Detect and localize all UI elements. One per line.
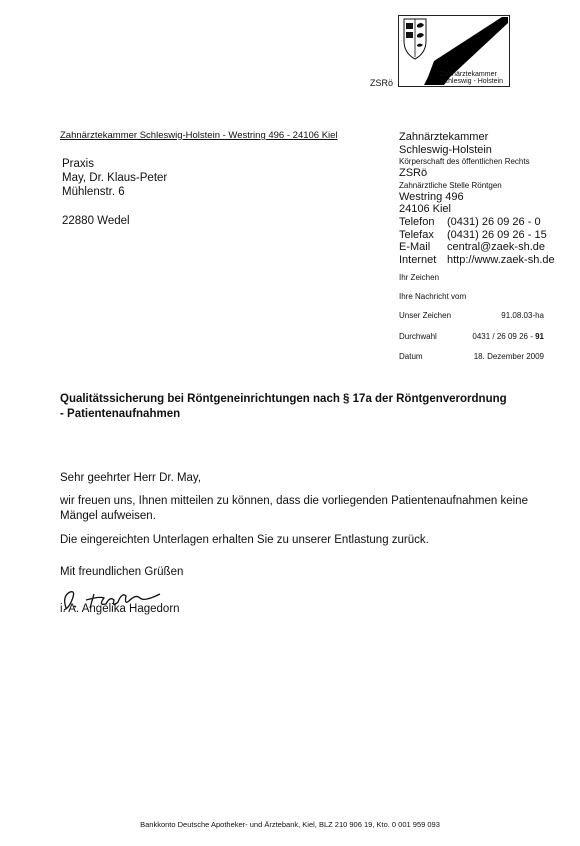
subject-line1: Qualitätssicherung bei Röntgeneinrichtungen nach § 17a der Röntgenverordnung [60, 393, 507, 405]
org-city: 24106 Kiel [399, 203, 451, 216]
meta-datum [399, 352, 544, 361]
logo-abbr: ZSRö [370, 78, 394, 88]
organization-block [399, 131, 569, 266]
meta-durchwahl-prefix: 0431 / 26 09 26 - [472, 332, 536, 341]
signer-name: i. A. Angelika Hagedorn [60, 603, 180, 615]
meta-ihr-zeichen [399, 273, 544, 282]
org-tel: (0431) 26 09 26 - 0 [447, 215, 541, 228]
zaek-logo [398, 15, 510, 87]
org-tel-label: Telefon [399, 215, 435, 228]
logo-line2: Schleswig - Holstein [440, 78, 504, 85]
org-web-row [399, 254, 569, 267]
recipient-line2: May, Dr. Klaus-Peter [62, 172, 168, 185]
org-name1: Zahnärztekammer [399, 131, 489, 143]
org-tel-row [399, 216, 569, 229]
recipient-line3: Mühlenstr. 6 [62, 186, 125, 199]
subject-line2: - Patientenaufnahmen [60, 408, 181, 420]
meta-ihre-nachricht-label: Ihre Nachricht vom [399, 292, 467, 301]
paragraph-1: wir freuen uns, Ihnen mitteilen zu können, dass die vorliegenden Patientenaufnahmen keine Mängel aufweisen. [60, 495, 528, 522]
salutation: Sehr geehrter Herr Dr. May, [60, 472, 202, 484]
recipient-city: 22880 Wedel [62, 214, 130, 227]
org-dept: Zahnärztliche Stelle Röntgen [399, 180, 502, 190]
org-fax: (0431) 26 09 26 - 15 [447, 228, 547, 241]
meta-durchwahl-label: Durchwahl [399, 332, 437, 341]
recipient-address [62, 157, 167, 228]
sender-return-line: Zahnärztekammer Schleswig-Holstein - Westring 496 - 24106 Kiel [60, 130, 338, 141]
org-mail-row [399, 241, 569, 254]
org-street: Westring 496 [399, 190, 464, 203]
letter-subject [60, 392, 530, 422]
meta-unser-zeichen-value: 91.08.03-ha [501, 311, 544, 320]
meta-unser-zeichen-label: Unser Zeichen [399, 311, 452, 320]
logo-line1: Zahnärztekammer [440, 71, 497, 78]
org-web: http://www.zaek-sh.de [447, 253, 555, 266]
meta-datum-label: Datum [399, 352, 423, 361]
org-subtitle: Körperschaft des öffentlichen Rechts [399, 157, 530, 167]
closing: Mit freundlichen Grüßen [60, 566, 184, 578]
meta-ihre-nachricht [399, 292, 544, 301]
org-fax-label: Telefax [399, 228, 434, 241]
bank-footer: Bankkonto Deutsche Apotheker- und Ärztebank, Kiel, BLZ 210 906 19, Kto. 0 001 959 093 [140, 820, 440, 829]
org-fax-row [399, 229, 569, 242]
recipient-line1: Praxis [62, 158, 94, 170]
org-abbr: ZSRö [399, 167, 428, 180]
meta-durchwahl [399, 332, 544, 341]
meta-ihr-zeichen-label: Ihr Zeichen [399, 273, 440, 282]
org-mail: central@zaek-sh.de [447, 241, 545, 254]
paragraph-2: Die eingereichten Unterlagen erhalten Sie zu unserer Entlastung zurück. [60, 534, 429, 546]
meta-datum-value: 18. Dezember 2009 [473, 352, 544, 361]
meta-durchwahl-value [472, 332, 544, 341]
org-web-label: Internet [399, 253, 437, 266]
org-mail-label: E-Mail [399, 241, 431, 254]
meta-durchwahl-ext: 91 [535, 332, 544, 341]
meta-unser-zeichen [399, 311, 544, 320]
org-name2: Schleswig-Holstein [399, 143, 492, 156]
